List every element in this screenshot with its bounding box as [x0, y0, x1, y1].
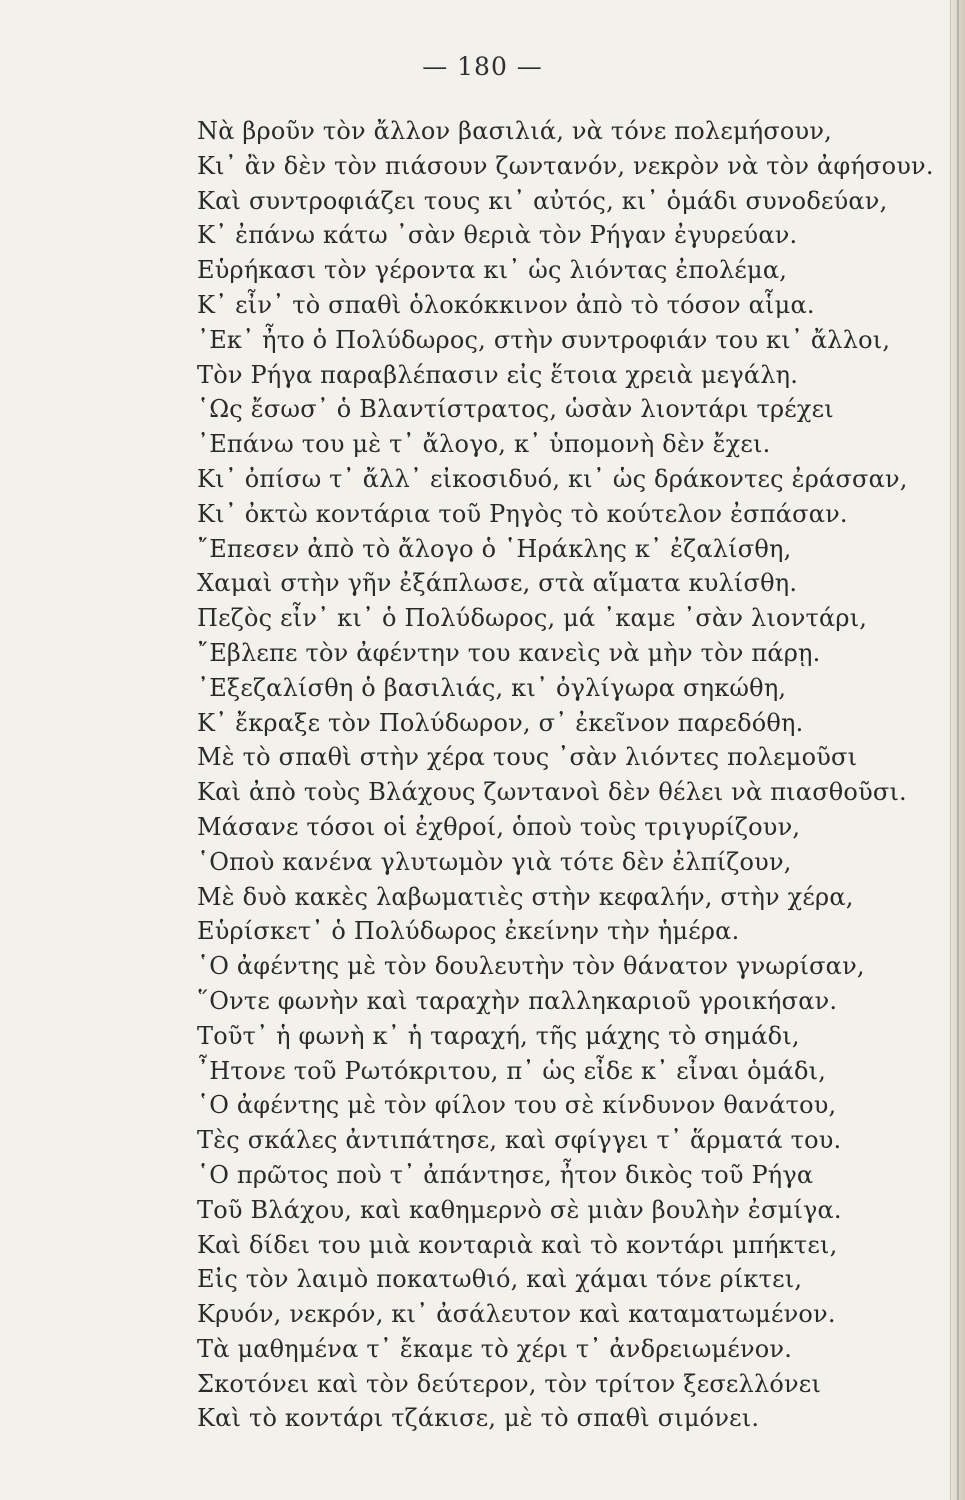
verse-line: Κι᾿ ἂν δὲν τὸν πιάσουν ζωντανόν, νεκρὸν νὰ τὸν ἀφήσουν.	[197, 151, 934, 180]
verse-line: Μάσανε τόσοι οἱ ἐχθροί, ὁποὺ τοὺς τριγυρίζουν,	[197, 812, 801, 841]
verse-line: ῏Ητονε τοῦ Ρωτόκριτου, π᾿ ὡς εἶδε κ᾿ εἶναι ὁμάδι,	[197, 1056, 827, 1085]
verse-line: ῞Οντε φωνὴν καὶ ταραχὴν παλληκαριοῦ γροικήσαν.	[197, 986, 838, 1015]
verse-line: Κ᾿ ἐπάνω κάτω ᾿σὰν θεριὰ τὸν Ρήγαν ἐγυρεύαν.	[197, 221, 798, 250]
verse-line: ῾Ως ἔσωσ᾿ ὁ Βλαντίστρατος, ὡσὰν λιοντάρι τρέχει	[197, 395, 834, 424]
verse-line: ῾Ο ἀφέντης μὲ τὸν δουλευτὴν τὸν θάνατον γνωρίσαν,	[197, 952, 865, 981]
poem-text	[197, 114, 934, 1436]
verse-line: Τὸν Ρήγα παραβλέπασιν εἰς ἕτοια χρειὰ μεγάλη.	[197, 360, 799, 389]
verse-line: Κι᾿ ὀπίσω τ᾿ ἄλλ᾿ εἰκοσιδυό, κι᾿ ὡς δράκοντες ἐράσσαν,	[197, 464, 908, 493]
verse-line: Τοῦ Βλάχου, καὶ καθημερνὸ σὲ μιὰν βουλὴν ἐσμίγα.	[197, 1195, 842, 1224]
verse-line: Νὰ βροῦν τὸν ἄλλον βασιλιά, νὰ τόνε πολεμήσουν,	[197, 117, 832, 145]
verse-line: Μὲ δυὸ κακὲς λαβωματιὲς στὴν κεφαλήν, στὴν χέρα,	[197, 882, 854, 911]
verse-line: ῾Οποὺ κανένα γλυτωμὸν γιὰ τότε δὲν ἐλπίζουν,	[197, 847, 792, 876]
verse-line: Πεζὸς εἶν᾿ κι᾿ ὁ Πολύδωρος, μά ᾿καμε ᾿σὰν λιοντάρι,	[197, 604, 868, 633]
verse-line: Τοῦτ᾿ ἡ φωνὴ κ᾿ ἡ ταραχή, τῆς μάχης τὸ σημάδι,	[197, 1021, 800, 1050]
verse-line: ῎Εβλεπε τὸν ἀφέντην του κανεὶς νὰ μὴν τὸν πάρῃ.	[197, 638, 821, 667]
verse-line: Σκοτόνει καὶ τὸν δεύτερον, τὸν τρίτον ξεσελλόνει	[197, 1369, 822, 1398]
verse-line: Τὲς σκάλες ἀντιπάτησε, καὶ σφίγγει τ᾿ ἅρματά του.	[197, 1126, 842, 1155]
verse-line: Εὑρίσκετ᾿ ὁ Πολύδωρος ἐκείνην τὴν ἡμέρα.	[197, 917, 740, 946]
verse-line: Καὶ τὸ κοντάρι τζάκισε, μὲ τὸ σπαθὶ σιμόνει.	[197, 1404, 760, 1433]
page-edge-line	[957, 0, 959, 1500]
verse-line: Κι᾿ ὀκτὼ κοντάρια τοῦ Ρηγὸς τὸ κούτελον ἐσπάσαν.	[197, 499, 848, 528]
verse-line: Εἰς τὸν λαιμὸ ποκατωθιό, καὶ χάμαι τόνε ρίκτει,	[197, 1265, 803, 1294]
verse-line: Τὰ μαθημένα τ᾿ ἔκαμε τὸ χέρι τ᾿ ἀνδρειωμένον.	[197, 1334, 793, 1363]
verse-line: ῾Ο ἀφέντης μὲ τὸν φίλον του σὲ κίνδυνον θανάτου,	[197, 1091, 837, 1120]
verse-line: Χαμαὶ στὴν γῆν ἐξάπλωσε, στὰ αἵματα κυλίσθη.	[197, 569, 798, 598]
verse-line: Κ᾿ εἶν᾿ τὸ σπαθὶ ὁλοκόκκινον ἀπὸ τὸ τόσον αἷμα.	[197, 290, 815, 319]
verse-line: ᾿Επάνω του μὲ τ᾿ ἄλογο, κ᾿ ὑπομονὴ δὲν ἔχει.	[197, 430, 771, 459]
verse-line: Μὲ τὸ σπαθὶ στὴν χέρα τους ᾿σὰν λιόντες πολεμοῦσι	[197, 743, 858, 772]
verse-line: Καὶ ἀπὸ τοὺς Βλάχους ζωντανοὶ δὲν θέλει νὰ πιασθοῦσι.	[197, 778, 907, 807]
verse-line: ᾿Εκ᾿ ἦτο ὁ Πολύδωρος, στὴν συντροφιάν του κι᾿ ἄλλοι,	[197, 325, 891, 354]
verse-line: Κρυόν, νεκρόν, κι᾿ ἀσάλευτον καὶ καταματωμένον.	[197, 1300, 836, 1329]
page-number: — 180 —	[422, 52, 543, 81]
verse-line: ᾿Εξεζαλίσθη ὁ βασιλιάς, κι᾿ ὀγλίγωρα σηκώθη,	[197, 673, 787, 702]
verse-line: Κ᾿ ἔκραξε τὸν Πολύδωρον, σ᾿ ἐκεῖνον παρεδόθη.	[197, 708, 804, 737]
verse-line: Καὶ συντροφιάζει τους κι᾿ αὐτός, κι᾿ ὁμάδι συνοδεύαν,	[197, 186, 888, 215]
verse-line: Καὶ δίδει του μιὰ κονταριὰ καὶ τὸ κοντάρι μπήκτει,	[197, 1230, 838, 1259]
verse-line: ῎Επεσεν ἀπὸ τὸ ἄλογο ὁ ῾Ηράκλης κ᾿ ἐζαλίσθη,	[197, 534, 792, 563]
verse-line: ῾Ο πρῶτος ποὺ τ᾿ ἀπάντησε, ἦτον δικὸς τοῦ Ρήγα	[197, 1160, 814, 1189]
verse-line: Εὑρήκασι τὸν γέροντα κι᾿ ὡς λιόντας ἐπολέμα,	[197, 256, 788, 285]
